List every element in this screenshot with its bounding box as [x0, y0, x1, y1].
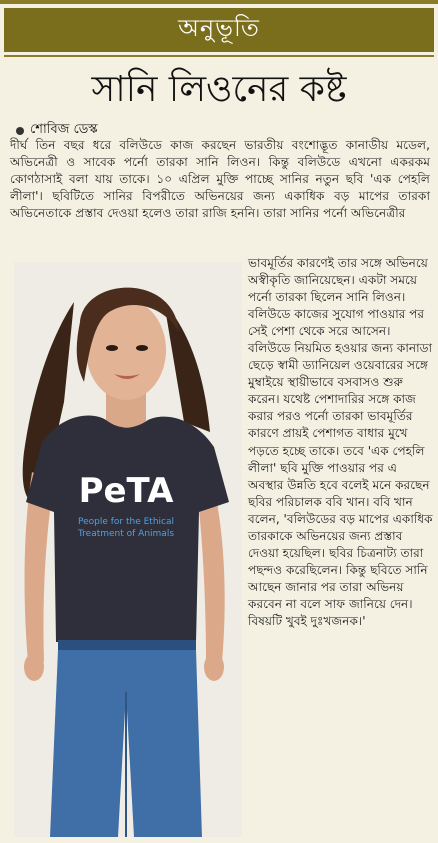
- shirt-tagline-2: Treatment of Animals: [77, 529, 175, 539]
- header-rule: [4, 55, 434, 57]
- top-rule: [0, 0, 438, 4]
- article-intro: দীর্ঘ তিন বছর ধরে বলিউডে কাজ করছেন ভারতীয় বংশোদ্ভূত কানাডীয় মডেল, অভিনেত্রী ও সাবেক পর্নো তারকা সানি লিওন। কিন্তু বলিউডে এখনো একরকম কোণঠাসাই বলা যায় তাকে। ১০ এপ্রিল মুক্তি পাচ্ছে সানির নতুন ছবি 'এক পেহলি লীলা'। ছবিটিতে সানির বিপরীতে অভিনয়ের জন্য একাধিক বড় মাপের তারকা অভিনেতাকে প্রস্তাব দেওয়া হলেও তারা রাজি হননি। তারা সানির পর্নো অভিনেত্রীর: [10, 138, 430, 221]
- woman-portrait-illustration: [14, 262, 242, 837]
- section-header: [4, 8, 434, 52]
- byline-text: শোবিজ ডেস্ক: [30, 122, 98, 137]
- section-title: অনুভূতি: [178, 14, 260, 42]
- article-column: ভাবমূর্তির কারণেই তার সঙ্গে অভিনয়ে অস্বীকৃতি জানিয়েছেন। একটা সময়ে পর্নো তারকা ছিলেন সানি লিওন। বলিউডে কাজের সুযোগ পাওয়ার পর সেই পেশা থেকে সরে আসেন। বলিউডে নিয়মিত হওয়ার জন্য কানাডা ছেড়ে স্বামী ড্যানিয়েল ওয়েবারের সঙ্গে মুম্বাইয়ে স্থায়ীভাবে বসবাসও শুরু করেন। যথেষ্ট পেশাদারির সঙ্গে কাজ করার পরও পর্নো তারকা ভাবমূর্তির কারণে প্রায়ই পেশাগত বাধার মুখে পড়তে হচ্ছে তাকে। তবে 'এক পেহলি লীলা' ছবি মুক্তি পাওয়ার পর এ অবস্থার উন্নতি হবে বলেই মনে করছেন ছবির পরিচালক ববি খান। ববি খান বলেন, 'বলিউডের বড় মাপের একাধিক তারকাকে অভিনয়ের জন্য প্রস্তাব দেওয়া হয়েছিল। ছবির চিত্রনাট্য তারা পছন্দও করেছিলেন। কিন্তু ছবিতে সানি আছেন জানার পর তারা অভিনয় করবেন না বলে সাফ জানিয়ে দেন। বিষয়টি খুবই দুঃখজনক।': [248, 256, 433, 628]
- article-headline: সানি লিওনের কষ্ট: [91, 69, 347, 110]
- article-photo: [14, 262, 242, 837]
- bullet-icon: [16, 127, 24, 135]
- shirt-logo: PeTA: [78, 471, 174, 511]
- shirt-tagline-1: People for the Ethical: [77, 517, 175, 527]
